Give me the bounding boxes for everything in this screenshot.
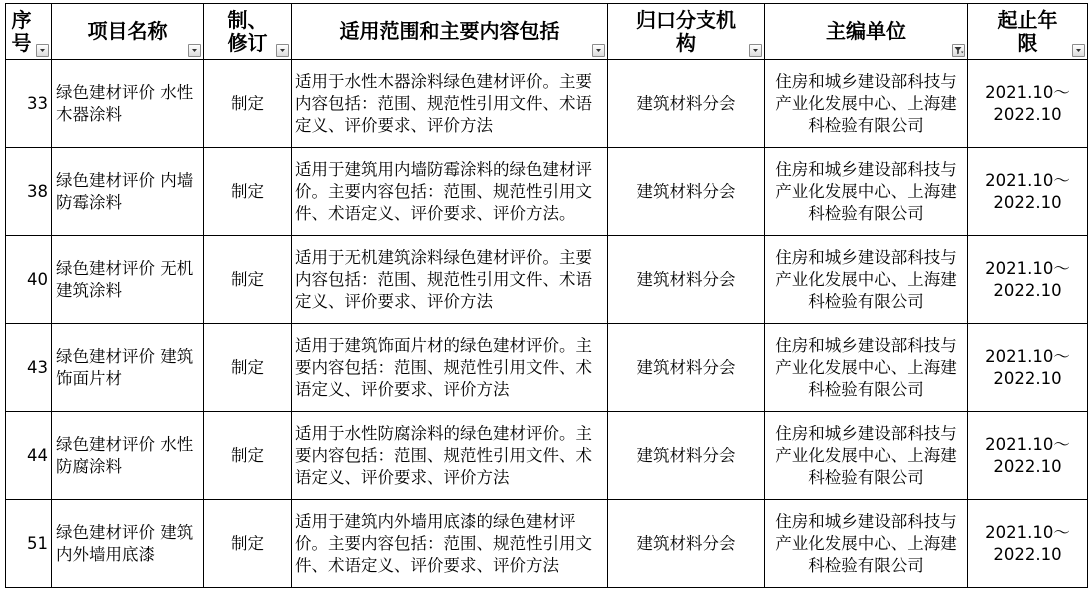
cell-name[interactable]: 绿色建材评价 水性防腐涂料: [52, 412, 204, 500]
cell-type[interactable]: 制定: [204, 324, 292, 412]
table-row: [6, 236, 1088, 324]
cell-scope[interactable]: [292, 500, 608, 588]
cell-scope-text: 适用于建筑用内墙防霉涂料的绿色建材评价。主要内容包括：范围、规范性引用文件、术语定义、评价要求、评价方法。: [295, 159, 592, 223]
cell-scope[interactable]: [292, 236, 608, 324]
header-period: [968, 4, 1088, 60]
cell-seq[interactable]: 43: [6, 324, 52, 412]
header-label: 归口分支机构: [636, 7, 736, 55]
cell-type[interactable]: 制定: [204, 148, 292, 236]
table-row: [6, 60, 1088, 148]
header-type: [204, 4, 292, 60]
cell-name[interactable]: 绿色建材评价 内墙防霉涂料: [52, 148, 204, 236]
cell-period[interactable]: 2021.10～2022.10: [968, 60, 1088, 148]
table-row: [6, 500, 1088, 588]
header-label: 序号: [11, 7, 32, 55]
cell-name[interactable]: 绿色建材评价 建筑饰面片材: [52, 324, 204, 412]
cell-branch[interactable]: 建筑材料分会: [608, 412, 765, 500]
filter-funnel-icon[interactable]: [952, 44, 965, 57]
table-row: [6, 324, 1088, 412]
cell-type[interactable]: 制定: [204, 500, 292, 588]
header-name: [52, 4, 204, 60]
cell-period[interactable]: 2021.10～2022.10: [968, 412, 1088, 500]
cell-org[interactable]: 住房和城乡建设部科技与产业化发展中心、上海建科检验有限公司: [765, 500, 968, 588]
cell-branch[interactable]: 建筑材料分会: [608, 324, 765, 412]
dropdown-arrow-icon[interactable]: [36, 44, 49, 57]
cell-period[interactable]: 2021.10～2022.10: [968, 324, 1088, 412]
cell-seq[interactable]: 38: [6, 148, 52, 236]
cell-name[interactable]: 绿色建材评价 水性木器涂料: [52, 60, 204, 148]
cell-scope-text: 适用于水性防腐涂料的绿色建材评价。主要内容包括：范围、规范性引用文件、术语定义、评价要求、评价方法: [295, 423, 592, 487]
table-row: [6, 412, 1088, 500]
cell-branch[interactable]: 建筑材料分会: [608, 148, 765, 236]
cell-branch[interactable]: 建筑材料分会: [608, 236, 765, 324]
header-row: [6, 4, 1088, 60]
cell-scope-text: 适用于建筑内外墙用底漆的绿色建材评价。主要内容包括：范围、规范性引用文件、术语定义、评价要求、评价方法: [295, 511, 592, 575]
dropdown-arrow-icon[interactable]: [749, 44, 762, 57]
cell-scope-text: 适用于水性木器涂料绿色建材评价。主要内容包括：范围、规范性引用文件、术语定义、评价要求、评价方法: [295, 71, 592, 135]
header-seq: [6, 4, 52, 60]
header-branch: [608, 4, 765, 60]
cell-scope-text: 适用于建筑饰面片材的绿色建材评价。主要内容包括：范围、规范性引用文件、术语定义、评价要求、评价方法: [295, 335, 592, 399]
header-scope: [292, 4, 608, 60]
cell-seq[interactable]: 44: [6, 412, 52, 500]
cell-name[interactable]: 绿色建材评价 无机建筑涂料: [52, 236, 204, 324]
cell-scope[interactable]: [292, 412, 608, 500]
cell-branch[interactable]: 建筑材料分会: [608, 60, 765, 148]
dropdown-arrow-icon[interactable]: [1072, 44, 1085, 57]
cell-seq[interactable]: 51: [6, 500, 52, 588]
dropdown-arrow-icon[interactable]: [276, 44, 289, 57]
cell-branch[interactable]: 建筑材料分会: [608, 500, 765, 588]
cell-type[interactable]: 制定: [204, 412, 292, 500]
header-label: 主编单位: [826, 19, 906, 43]
header-label: 起止年限: [997, 7, 1058, 55]
cell-org[interactable]: 住房和城乡建设部科技与产业化发展中心、上海建科检验有限公司: [765, 60, 968, 148]
cell-name[interactable]: 绿色建材评价 建筑内外墙用底漆: [52, 500, 204, 588]
header-label: 适用范围和主要内容包括: [339, 19, 560, 43]
cell-scope[interactable]: [292, 148, 608, 236]
cell-scope[interactable]: [292, 60, 608, 148]
cell-period[interactable]: 2021.10～2022.10: [968, 148, 1088, 236]
cell-type[interactable]: 制定: [204, 60, 292, 148]
cell-org[interactable]: 住房和城乡建设部科技与产业化发展中心、上海建科检验有限公司: [765, 412, 968, 500]
table-row: [6, 148, 1088, 236]
header-label: 项目名称: [87, 19, 168, 43]
header-label: 制、修订: [227, 7, 268, 55]
standards-table: [5, 3, 1088, 588]
cell-scope-text: 适用于无机建筑涂料绿色建材评价。主要内容包括：范围、规范性引用文件、术语定义、评价要求、评价方法: [295, 247, 592, 311]
dropdown-arrow-icon[interactable]: [592, 44, 605, 57]
cell-scope[interactable]: [292, 324, 608, 412]
dropdown-arrow-icon[interactable]: [188, 44, 201, 57]
cell-seq[interactable]: 40: [6, 236, 52, 324]
cell-period[interactable]: 2021.10～2022.10: [968, 236, 1088, 324]
cell-org[interactable]: 住房和城乡建设部科技与产业化发展中心、上海建科检验有限公司: [765, 324, 968, 412]
cell-type[interactable]: 制定: [204, 236, 292, 324]
header-org: [765, 4, 968, 60]
cell-org[interactable]: 住房和城乡建设部科技与产业化发展中心、上海建科检验有限公司: [765, 236, 968, 324]
cell-org[interactable]: 住房和城乡建设部科技与产业化发展中心、上海建科检验有限公司: [765, 148, 968, 236]
cell-period[interactable]: 2021.10～2022.10: [968, 500, 1088, 588]
cell-seq[interactable]: 33: [6, 60, 52, 148]
